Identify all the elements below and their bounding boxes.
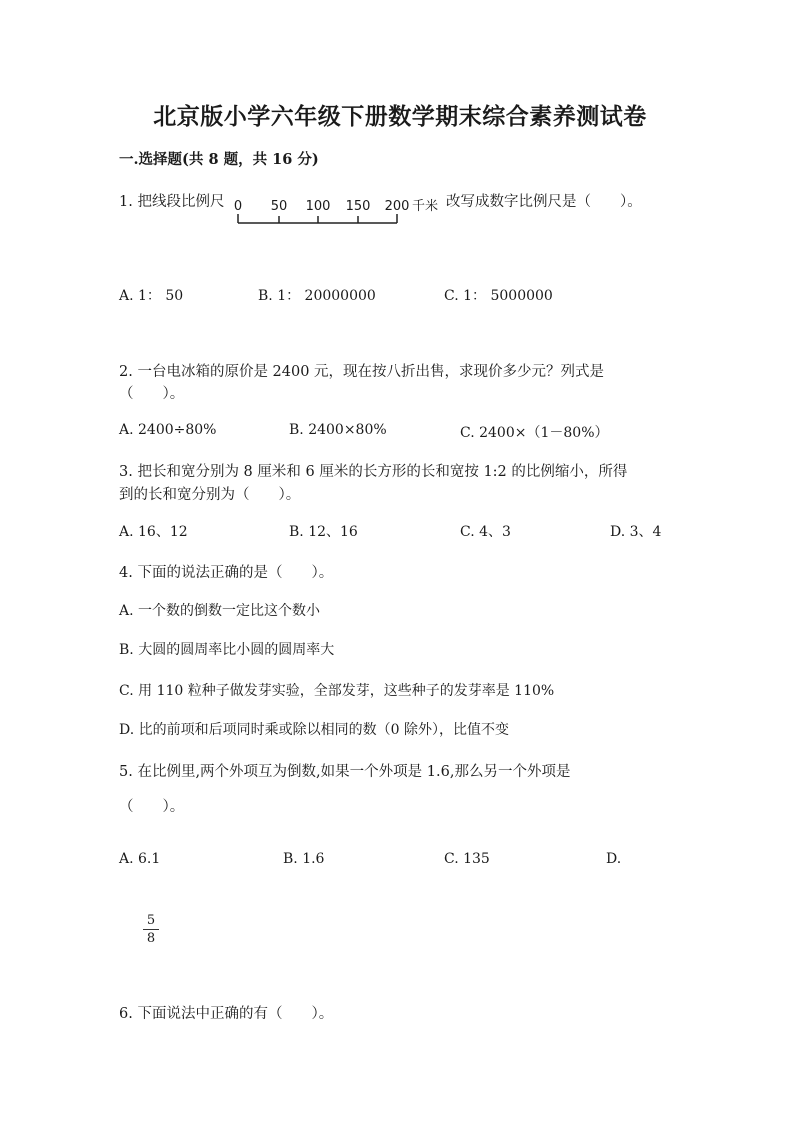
exam-title: 北京版小学六年级下册数学期末综合素养测试卷 <box>153 103 647 130</box>
q5-text-line2: （ ）。 <box>119 799 185 815</box>
scale-unit-label: 千米 <box>412 199 439 214</box>
q5-option-a[interactable]: A. 6.1 <box>119 851 161 867</box>
q4-option-d[interactable]: D. 比的前项和后项同时乘或除以相同的数（0 除外），比值不变 <box>119 722 509 738</box>
q4-option-a[interactable]: A. 一个数的倒数一定比这个数小 <box>119 603 321 619</box>
q4-text: 4. 下面的说法正确的是（ ）。 <box>119 565 334 581</box>
q6-text: 6. 下面说法中正确的有（ ）。 <box>119 1006 334 1022</box>
q1-suffix: 改写成数字比例尺是（ ）。 <box>446 194 642 210</box>
section-heading: 一.选择题(共 8 题，共 16 分) <box>119 151 319 168</box>
q2-option-a[interactable]: A. 2400÷80% <box>119 422 217 438</box>
q3-option-a[interactable]: A. 16、12 <box>119 524 188 540</box>
q5-option-b[interactable]: B. 1.6 <box>283 851 325 867</box>
q2-option-c[interactable]: C. 2400×（1－80%） <box>460 425 609 441</box>
fraction-denominator: 8 <box>146 931 156 946</box>
q3-option-b[interactable]: B. 12、16 <box>289 524 358 540</box>
q1-option-c[interactable]: C. 1： 5000000 <box>444 288 553 304</box>
scale-tick-label: 200 <box>384 199 410 214</box>
q1-prefix: 1. 把线段比例尺 <box>119 194 225 210</box>
q5-option-d-fraction <box>143 913 159 946</box>
q5-option-d[interactable]: D. <box>606 851 622 867</box>
scale-tick-label: 150 <box>345 199 371 214</box>
q3-text-line2: 到的长和宽分别为（ ）。 <box>119 487 301 503</box>
q3-option-c[interactable]: C. 4、3 <box>460 524 511 540</box>
q2-option-b[interactable]: B. 2400×80% <box>289 422 387 438</box>
q2-text-line1: 2. 一台电冰箱的原价是 2400 元，现在按八折出售，求现价多少元？列式是 <box>119 364 605 380</box>
q1-option-a[interactable]: A. 1： 50 <box>119 288 184 304</box>
q1-option-b[interactable]: B. 1： 20000000 <box>258 288 376 304</box>
scale-tick-label: 50 <box>270 199 288 214</box>
q5-text-line1: 5. 在比例里,两个外项互为倒数,如果一个外项是 1.6,那么另一个外项是 <box>119 764 571 780</box>
q5-option-c[interactable]: C. 135 <box>444 851 490 867</box>
scale-tick-label: 100 <box>305 199 331 214</box>
line-segment-scale <box>232 192 444 232</box>
q3-option-d[interactable]: D. 3、4 <box>610 524 662 540</box>
q3-text-line1: 3. 把长和宽分别为 8 厘米和 6 厘米的长方形的长和宽按 1:2 的比例缩小，所得 <box>119 464 628 480</box>
fraction-numerator: 5 <box>146 913 156 928</box>
fraction-bar <box>143 929 159 930</box>
q4-option-b[interactable]: B. 大圆的圆周率比小圆的圆周率大 <box>119 642 335 658</box>
scale-tick-label: 0 <box>233 199 243 214</box>
q2-text-line2: （ ）。 <box>119 386 185 402</box>
q4-option-c[interactable]: C. 用 110 粒种子做发芽实验，全部发芽，这些种子的发芽率是 110% <box>119 683 555 699</box>
